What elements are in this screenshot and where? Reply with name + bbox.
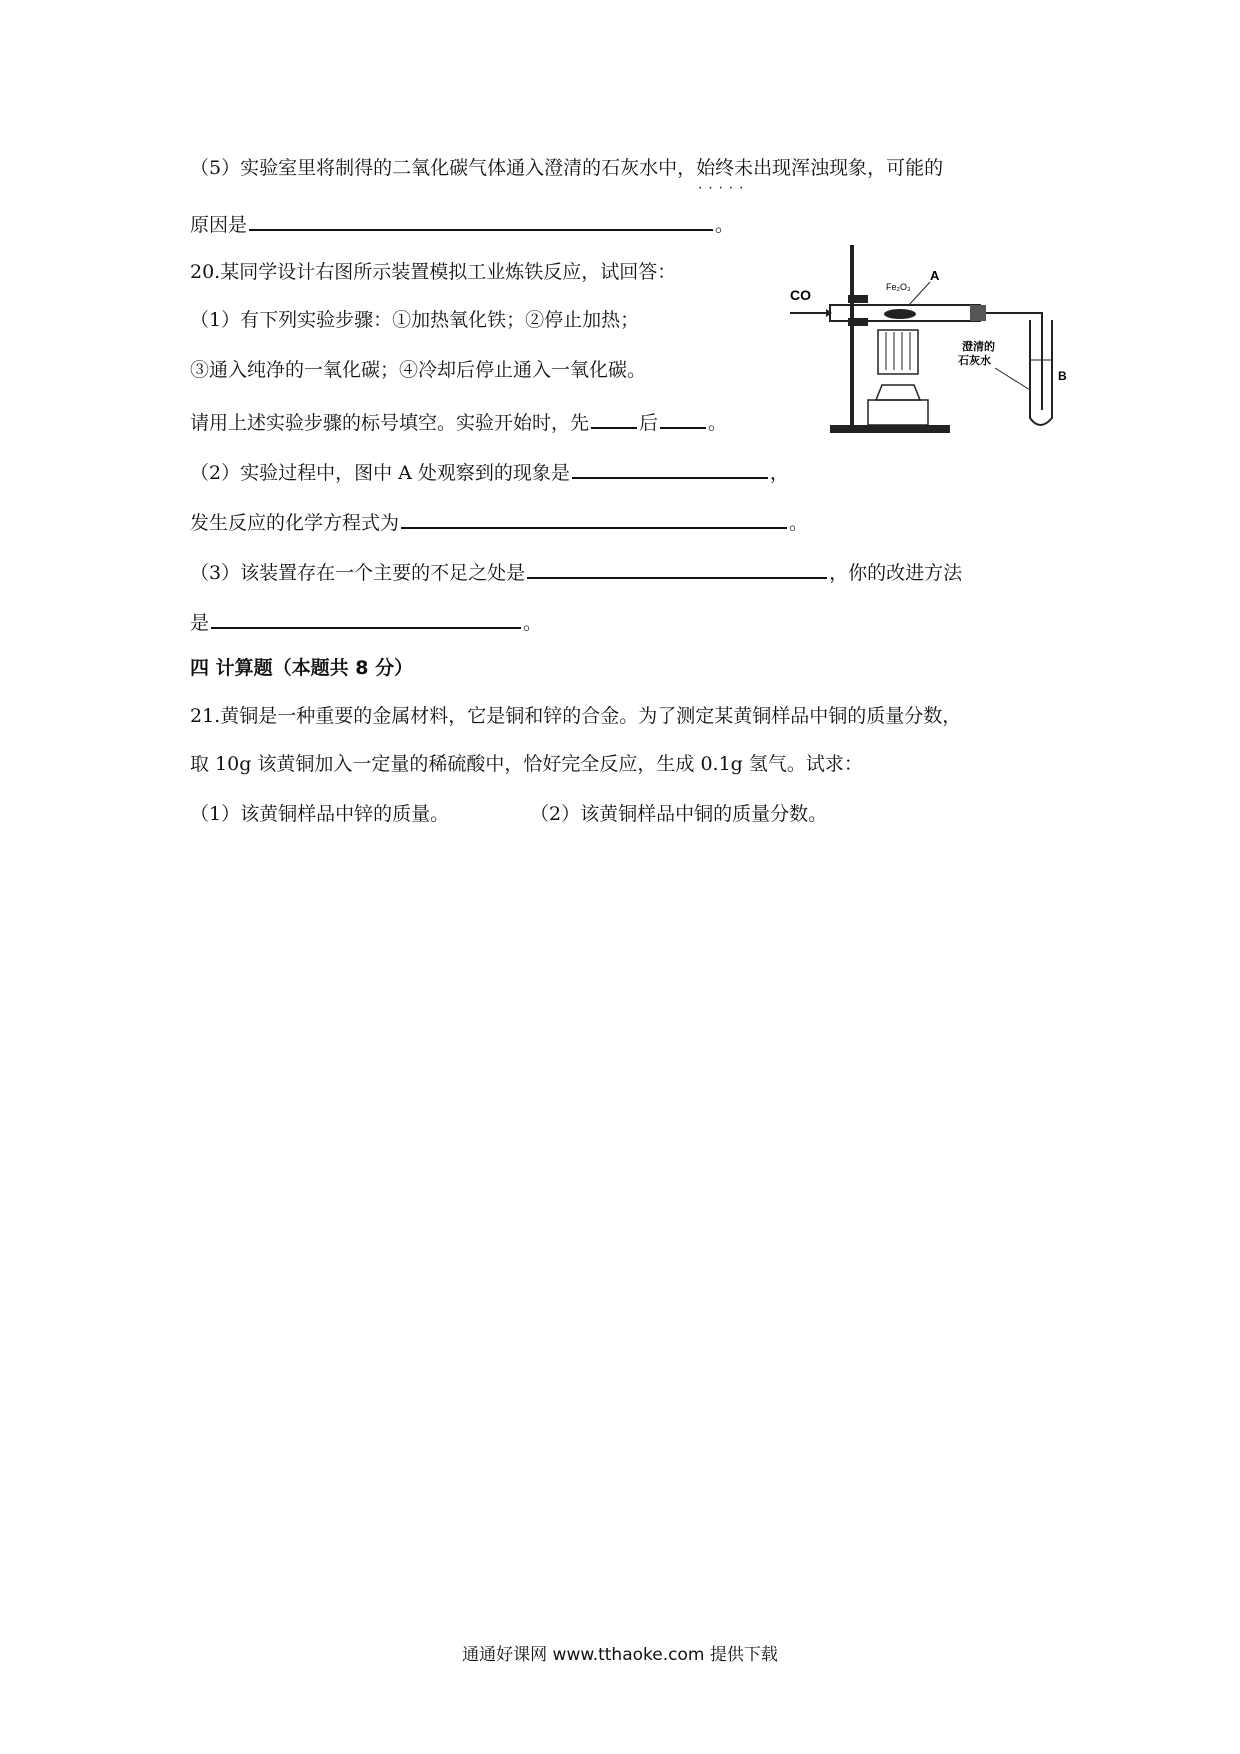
section-4-title: 四 计算题（本题共 8 分） <box>190 657 414 679</box>
q20-2-prompt: （2）实验过程中，图中 A 处观察到的现象是 <box>190 462 570 484</box>
footer-credit: 通通好课网 www.tthaoke.com 提供下载 <box>462 1645 778 1665</box>
q20-1-line2: ③通入纯净的一氧化碳；④冷却后停止通入一氧化碳。 <box>190 359 647 381</box>
answer-blank[interactable] <box>249 210 713 231</box>
co-label: CO <box>790 287 811 303</box>
limewater-label-1: 澄清的 <box>962 341 995 353</box>
q19-5-period: 。 <box>715 214 735 236</box>
q21-line2: 取 10g 该黄铜加入一定量的稀硫酸中，恰好完全反应，生成 0.1g 氢气。试求： <box>190 753 863 775</box>
q19-5-answer-prompt: 原因是 <box>190 214 248 236</box>
q19-5-text-a: （5）实验室里将制得的二氧化碳气体通入澄清的石灰水中， <box>190 157 697 179</box>
q20-3-is: 是 <box>190 612 210 634</box>
q20-2-line2 <box>190 508 808 535</box>
q20-1-line1: （1）有下列实验步骤：①加热氧化铁；②停止加热； <box>190 309 640 331</box>
q21-sub2: （2）该黄铜样品中铜的质量分数。 <box>530 803 828 825</box>
q20-3-period: 。 <box>523 612 543 634</box>
q20-intro: 20.某同学设计右图所示装置模拟工业炼铁反应，试回答： <box>190 261 677 283</box>
q20-1-period: 。 <box>708 412 728 434</box>
q20-1-line3 <box>190 408 727 435</box>
answer-blank[interactable] <box>401 508 787 529</box>
apparatus-diagram <box>790 240 1070 440</box>
stand-rod <box>850 245 854 427</box>
q20-2-equation-prompt: 发生反应的化学方程式为 <box>190 512 400 534</box>
q20-2-comma: ， <box>769 462 789 484</box>
lamp-stand <box>868 400 928 425</box>
q20-1-then: 后 <box>639 412 659 434</box>
answer-blank-then[interactable] <box>660 408 706 429</box>
answer-blank[interactable] <box>527 558 827 579</box>
q20-3-prompt: （3）该装置存在一个主要的不足之处是 <box>190 562 526 584</box>
stand-base <box>830 425 950 433</box>
q19-5-line1 <box>190 156 943 180</box>
burner-shield <box>878 330 918 374</box>
limewater-label-2: 石灰水 <box>958 355 991 367</box>
answer-blank[interactable] <box>211 608 521 629</box>
q20-3-line2 <box>190 608 542 635</box>
label-b: B <box>1058 369 1067 383</box>
answer-blank[interactable] <box>572 458 768 479</box>
q21-sub1: （1）该黄铜样品中锌的质量。 <box>190 803 450 825</box>
q19-5-emphasis: 始终未出现 · · · <box>696 157 791 179</box>
label-a: A <box>930 268 940 283</box>
fe2o3-sample <box>884 309 916 319</box>
q20-1-prompt: 请用上述实验步骤的标号填空。实验开始时，先 <box>190 412 590 434</box>
alcohol-lamp <box>876 385 920 400</box>
q19-5-text-b: 浑浊现象，可能的 <box>791 157 944 179</box>
answer-blank-first[interactable] <box>591 408 637 429</box>
q20-3-improve-prompt: ，你的改进方法 <box>829 562 963 584</box>
q20-3-line1 <box>190 558 962 585</box>
q20-2-period: 。 <box>789 512 809 534</box>
fe2o3-label: Fe₂O₃ <box>886 282 911 292</box>
delivery-tube <box>986 313 1042 410</box>
q19-5-line2 <box>190 210 734 237</box>
q20-2-line1 <box>190 458 789 485</box>
q21-line1: 21.黄铜是一种重要的金属材料，它是铜和锌的合金。为了测定某黄铜样品中铜的质量分数， <box>190 705 962 727</box>
